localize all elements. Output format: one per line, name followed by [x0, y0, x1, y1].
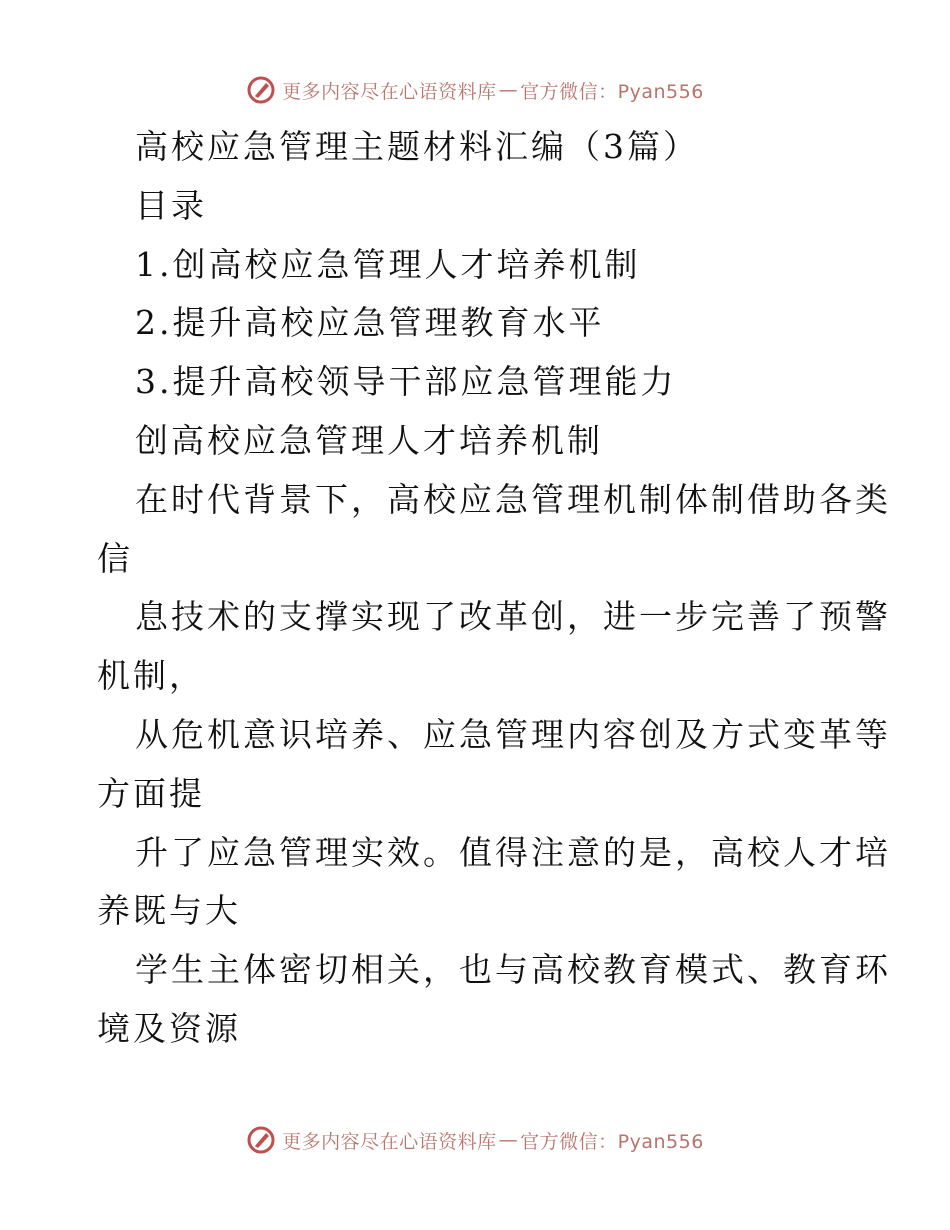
paragraph-line-wrap: 境及资源	[97, 1008, 241, 1048]
paragraph-line: 学生主体密切相关，也与高校教育模式、教育环	[135, 950, 891, 990]
toc-item: 2.提升高校应急管理教育水平	[135, 303, 605, 343]
paragraph-line: 升了应急管理实效。值得注意的是，高校人才培	[135, 832, 891, 872]
watermark-tail: 官方微信：Pyan556	[520, 80, 704, 103]
footer-watermark	[0, 1120, 950, 1160]
section-heading: 创高校应急管理人才培养机制	[135, 420, 603, 460]
header-watermark	[0, 70, 950, 110]
paragraph-line-wrap: 信	[97, 538, 133, 578]
watermark-text: 更多内容尽在心语资料库	[282, 1130, 497, 1153]
toc-item: 3.提升高校领导干部应急管理能力	[135, 362, 677, 402]
document-title: 高校应急管理主题材料汇编（3篇）	[135, 127, 699, 166]
paragraph-line: 息技术的支撑实现了改革创，进一步完善了预警	[135, 597, 891, 637]
watermark-separator: —	[498, 1129, 519, 1151]
paragraph-line: 在时代背景下，高校应急管理机制体制借助各类	[135, 479, 891, 519]
watermark-text: 更多内容尽在心语资料库	[282, 80, 497, 103]
watermark-separator: —	[498, 79, 519, 101]
paragraph-line: 从危机意识培养、应急管理内容创及方式变革等	[135, 714, 891, 754]
toc-heading: 目录	[135, 185, 207, 225]
paragraph-line-wrap: 养既与大	[97, 891, 241, 931]
document-body	[97, 118, 891, 1059]
pen-circle-icon	[246, 75, 276, 105]
toc-item: 1.创高校应急管理人才培养机制	[135, 244, 641, 284]
pen-circle-icon	[246, 1125, 276, 1155]
paragraph-line-wrap: 方面提	[97, 773, 205, 813]
watermark-tail: 官方微信：Pyan556	[520, 1130, 704, 1153]
paragraph-line-wrap: 机制，	[97, 656, 205, 696]
